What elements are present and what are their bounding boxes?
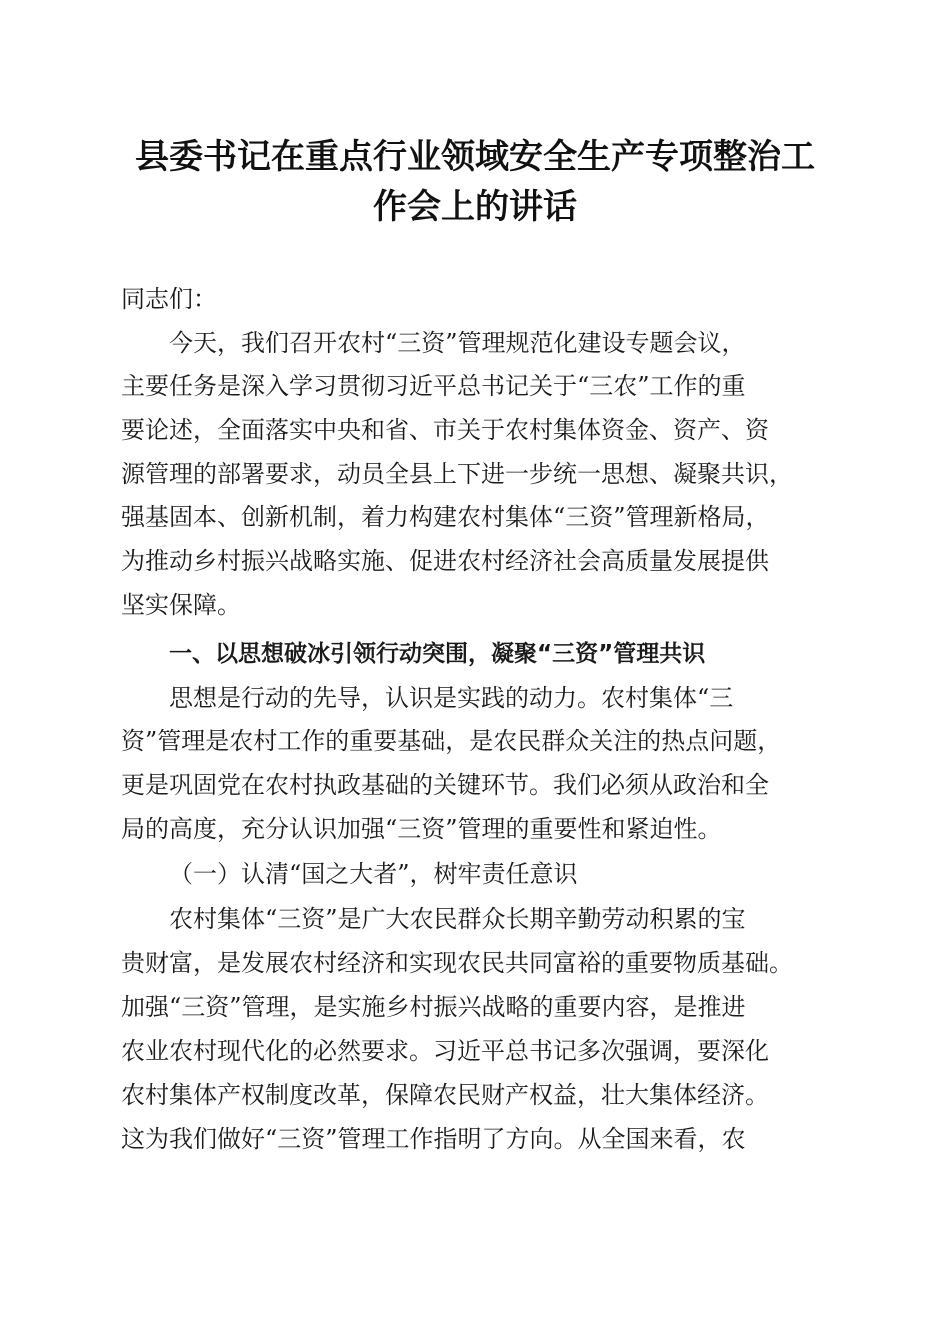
paragraph-line: 主要任务是深入学习贯彻习近平总书记关于“三农”工作的重 (121, 372, 746, 400)
paragraph-line: 加强“三资”管理，是实施乡村振兴战略的重要内容，是推进 (121, 993, 746, 1021)
document-title (100, 132, 850, 232)
paragraph-line: 资”管理是农村工作的重要基础，是农民群众关注的热点问题， (121, 727, 782, 755)
paragraph-line: 农村集体“三资”是广大农民群众长期辛勤劳动积累的宝 (169, 905, 746, 933)
paragraph-line: 今天，我们召开农村“三资”管理规范化建设专题会议， (169, 329, 746, 357)
subsection-heading-1: （一）认清“国之大者”，树牢责任意识 (169, 860, 578, 888)
salutation: 同志们： (121, 285, 217, 313)
paragraph-line: 要论述，全面落实中央和省、市关于农村集体资金、资产、资 (121, 416, 769, 444)
paragraph-line: 局的高度，充分认识加强“三资”管理的重要性和紧迫性。 (121, 815, 722, 843)
paragraph-line: 为推动乡村振兴战略实施、促进农村经济社会高质量发展提供 (121, 547, 769, 575)
paragraph-line: 源管理的部署要求，动员全县上下进一步统一思想、凝聚共识， (121, 460, 793, 488)
paragraph-line: 更是巩固党在农村执政基础的关键环节。我们必须从政治和全 (121, 771, 769, 799)
title-line-2: 作会上的讲话 (373, 187, 577, 227)
paragraph-line: 农村集体产权制度改革，保障农民财产权益，壮大集体经济。 (121, 1081, 769, 1109)
paragraph-line: 坚实保障。 (121, 591, 241, 619)
section-heading-1: 一、以思想破冰引领行动突围，凝聚“三资”管理共识 (169, 641, 706, 667)
title-line-1: 县委书记在重点行业领域安全生产专项整治工 (135, 137, 815, 177)
paragraph-line: 贵财富，是发展农村经济和实现农民共同富裕的重要物质基础。 (121, 949, 793, 977)
paragraph-line: 强基固本、创新机制，着力构建农村集体“三资”管理新格局， (121, 503, 770, 531)
paragraph-line: 农业农村现代化的必然要求。习近平总书记多次强调，要深化 (121, 1037, 769, 1065)
paragraph-line: 这为我们做好“三资”管理工作指明了方向。从全国来看，农 (121, 1125, 746, 1153)
paragraph-line: 思想是行动的先导，认识是实践的动力。农村集体“三 (169, 684, 734, 712)
